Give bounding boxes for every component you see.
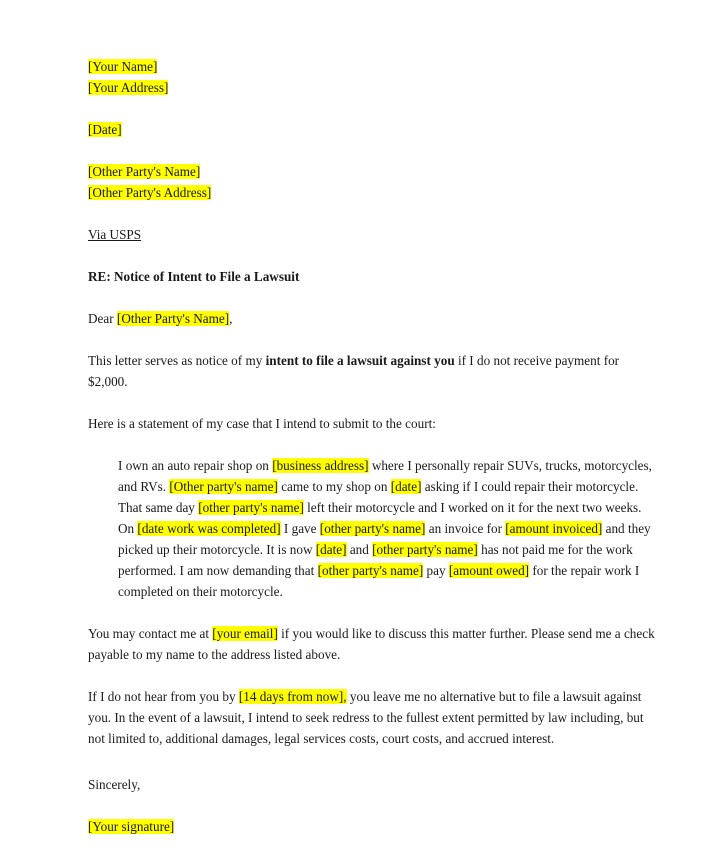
sender-name-line (88, 56, 658, 77)
statement-text-2: where I personally repair SUVs, trucks, motorcycles, and RVs. (118, 458, 652, 494)
opening-bold-phrase: intent to file a lawsuit against you (265, 353, 455, 368)
other-party-name-placeholder-4: [other party's name] (372, 542, 478, 557)
sender-block (88, 56, 658, 98)
deadline-text-1: If I do not hear from you by (88, 689, 239, 704)
opening-paragraph (88, 350, 658, 392)
delivery-method-block (88, 224, 658, 245)
contact-text-1: You may contact me at (88, 626, 213, 641)
statement-text-5: left their motorcycle and I worked on it for the next two weeks. On (118, 500, 642, 536)
statement-text-12: for the repair work I completed on their motorcycle. (118, 563, 640, 599)
statement-text-10: has not paid me for the work performed. I am now demanding that (118, 542, 633, 578)
date-placeholder: [Date] (88, 122, 122, 137)
date-block (88, 119, 658, 140)
sender-address-placeholder: [Your Address] (88, 80, 169, 95)
statement-intro-text: Here is a statement of my case that I intend to submit to the court: (88, 416, 436, 431)
other-party-name-placeholder-2: [other party's name] (198, 500, 304, 515)
opening-text-after: if I do not receive payment for $2,000. (88, 353, 620, 389)
amount-owed-placeholder: [amount owed] (448, 563, 530, 578)
statement-body-paragraph (118, 455, 658, 602)
statement-intro-paragraph (88, 413, 658, 434)
statement-text-6: I gave (280, 521, 320, 536)
statement-text-1: I own an auto repair shop on (118, 458, 273, 473)
statement-text-8: and they picked up their motorcycle. It is now (118, 521, 651, 557)
statement-text-3: came to my shop on (277, 479, 391, 494)
salutation-line (88, 308, 658, 329)
statement-text-4: asking if I could repair their motorcycle. That same day (118, 479, 639, 515)
signature-block (88, 816, 658, 837)
closing-line (88, 774, 658, 795)
your-email-placeholder: [your email] (212, 626, 278, 641)
statement-text-9: and (346, 542, 373, 557)
deadline-placeholder: [14 days from now], (238, 689, 347, 704)
date-line (88, 119, 658, 140)
deadline-text-2: you leave me no alternative but to file a lawsuit against you. In the event of a lawsuit, I intend to seek redress to the fullest extent permitted by law including, but not limited to, additional damages, legal services costs, court costs, and accrued interest. (88, 689, 644, 746)
salutation-recipient-placeholder: [Other Party's Name] (116, 311, 230, 326)
recipient-address-line (88, 182, 658, 203)
amount-invoiced-placeholder: [amount invoiced] (505, 521, 603, 536)
other-party-name-placeholder-3: [other party's name] (319, 521, 426, 536)
date-placeholder-1: [date] (390, 479, 422, 494)
contact-text-2: if you would like to discuss this matter further. Please send me a check payable to my name to the address listed above. (88, 626, 655, 662)
business-address-placeholder: [business address] (272, 458, 369, 473)
statement-text-7: an invoice for (425, 521, 506, 536)
date-placeholder-2: [date] (315, 542, 347, 557)
opening-text-before: This letter serves as notice of my (88, 353, 266, 368)
sender-name-placeholder: [Your Name] (88, 59, 158, 74)
statement-text-11: pay (423, 563, 449, 578)
closing-text: Sincerely, (88, 777, 141, 792)
salutation-punctuation: , (229, 311, 233, 326)
recipient-name-placeholder: [Other Party's Name] (88, 164, 201, 179)
sender-address-line (88, 77, 658, 98)
recipient-name-line (88, 161, 658, 182)
subject-line (88, 266, 658, 287)
contact-paragraph (88, 623, 658, 665)
delivery-method-text: Via USPS (88, 227, 142, 242)
date-work-completed-placeholder: [date work was completed] (137, 521, 281, 536)
salutation-greeting: Dear (88, 311, 117, 326)
deadline-paragraph (88, 686, 658, 749)
other-party-name-placeholder-5: [other party's name] (317, 563, 424, 578)
letter-body (88, 56, 658, 837)
recipient-block (88, 161, 658, 203)
other-party-name-placeholder-1: [Other party's name] (169, 479, 278, 494)
subject-line-text: RE: Notice of Intent to File a Lawsuit (88, 269, 300, 284)
signature-placeholder: [Your signature] (88, 819, 175, 834)
recipient-address-placeholder: [Other Party's Address] (88, 185, 212, 200)
